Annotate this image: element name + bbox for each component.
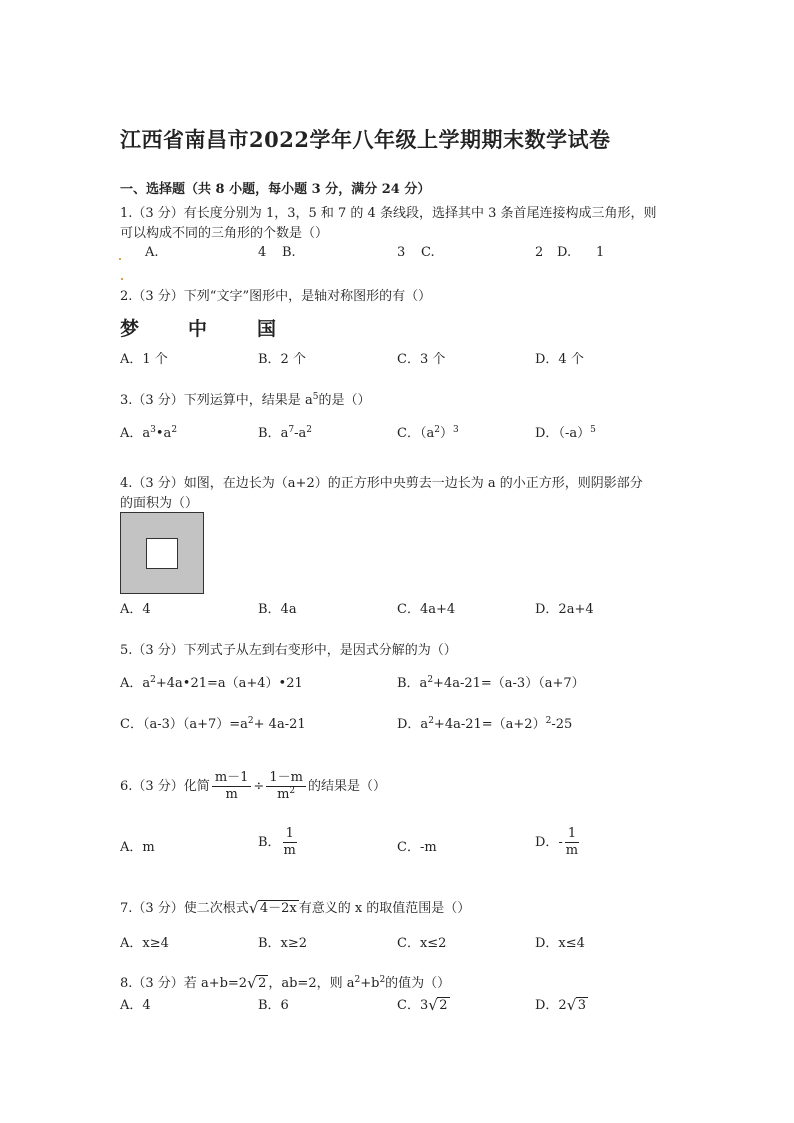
q3-text xyxy=(120,389,370,408)
q3-option-a-label: A． xyxy=(120,426,143,441)
q6-text xyxy=(120,770,386,803)
q5-option-a xyxy=(120,672,303,691)
q5-option-d-sup1: 2 xyxy=(428,716,434,726)
glyph-zhong: 中 xyxy=(188,318,208,340)
q3-option-c-sup2: 3 xyxy=(452,425,459,435)
q3-option-a-mid: •a xyxy=(155,426,172,441)
q8-option-d-radical xyxy=(567,997,588,1013)
q5-option-b-pre: B．a xyxy=(397,676,428,691)
q8-option-d xyxy=(535,994,588,1013)
q3-option-d xyxy=(535,422,596,441)
q6-fraction-1-numerator: m－1 xyxy=(212,770,252,787)
q5-option-a-post: +4a•21=a（a+4）•21 xyxy=(155,676,303,691)
q1-option-b-value: 3 xyxy=(397,245,406,260)
q8-option-d-radicand: 3 xyxy=(577,998,586,1013)
q3-option-b-sup1: 7 xyxy=(288,425,295,435)
q7-option-d: D．x≤4 xyxy=(535,936,585,951)
q8-option-c-label: C．3 xyxy=(397,998,429,1013)
q8-text xyxy=(120,972,450,991)
q8-text-pre: 8.（3 分）若 a+b=2 xyxy=(120,976,248,991)
q4-text-line2: 的面积为（） xyxy=(120,496,199,511)
radical-sign-icon: √ xyxy=(248,899,259,917)
q8-radicand: 2 xyxy=(258,976,267,991)
q6-option-b-numerator: 1 xyxy=(283,826,297,843)
q4-option-c: C．4a+4 xyxy=(397,602,456,617)
q3-option-a-base: a xyxy=(142,426,151,441)
q7-radical xyxy=(249,900,299,916)
q1-option-c-label: C. xyxy=(421,245,435,260)
q4-option-b: B．4a xyxy=(258,602,297,617)
q6-option-d xyxy=(535,826,581,859)
q1-option-d-value: 1 xyxy=(596,245,605,260)
q6-option-d-denominator: m xyxy=(565,843,579,858)
q7-text-pre: 7.（3 分）使二次根式 xyxy=(120,901,249,916)
q7-option-c: C．x≤2 xyxy=(397,936,447,951)
q3-text-pre: 3.（3 分）下列运算中，结果是 a xyxy=(120,393,313,408)
q1-option-a-value: 4 xyxy=(258,245,267,260)
q2-option-a: A．1 个 xyxy=(120,352,168,367)
q6-text-post: 的结果是（） xyxy=(307,779,386,794)
q3-option-d-label: D． xyxy=(535,426,559,441)
radical-sign-icon: √ xyxy=(247,974,257,992)
q5-option-a-pre: A．a xyxy=(120,676,151,691)
q6-fraction-1 xyxy=(212,770,252,803)
q7-option-a: A．x≥4 xyxy=(120,936,169,951)
q5-option-d-post: -25 xyxy=(551,717,573,732)
q3-option-c xyxy=(397,422,459,441)
q8-text-mid2: +b xyxy=(360,976,380,991)
q6-option-b xyxy=(258,826,299,859)
q4-option-a: A．4 xyxy=(120,602,151,617)
q5-option-c-sup: 2 xyxy=(247,716,254,726)
glyph-meng: 梦 xyxy=(120,318,140,340)
q1-text-line2: 可以构成不同的三角形的个数是（） xyxy=(120,226,329,241)
q8-option-a: A．4 xyxy=(120,998,151,1013)
q8-text-sup1: 2 xyxy=(354,975,361,985)
mark-dot xyxy=(121,278,123,280)
q6-fraction-1-denominator: m xyxy=(225,787,238,802)
q3-option-b-label: B． xyxy=(258,426,281,441)
radical-sign-icon: √ xyxy=(566,996,577,1014)
q3-option-a-sup2: 2 xyxy=(171,425,178,435)
q6-fraction-2-den-base: m xyxy=(277,787,290,802)
q4-text-line1: 4.（3 分）如图，在边长为（a+2）的正方形中央剪去一边长为 a 的小正方形，则阴影部分 xyxy=(120,476,643,491)
q5-text: 5.（3 分）下列式子从左到右变形中，是因式分解的为（） xyxy=(120,643,457,658)
q5-option-c-pre: C．（a-3）（a+7）=a xyxy=(120,717,248,732)
q8-text-sup2: 2 xyxy=(379,975,386,985)
q8-option-b: B．6 xyxy=(258,998,289,1013)
q3-text-sup: 5 xyxy=(312,392,319,402)
q3-option-d-base: （-a） xyxy=(558,426,591,441)
q1-option-c-value: 2 xyxy=(535,245,544,260)
page-title: 江西省南昌市2022学年八年级上学期期末数学试卷 xyxy=(120,127,611,152)
q6-option-b-denominator: m xyxy=(283,843,296,858)
section-heading: 一、选择题（共 8 小题，每小题 3 分，满分 24 分） xyxy=(120,182,431,197)
q8-radical xyxy=(247,975,268,991)
q6-fraction-2 xyxy=(266,770,306,803)
q6-fraction-2-denominator xyxy=(266,787,306,803)
q5-option-b-sup: 2 xyxy=(427,675,434,685)
q2-option-d: D．4 个 xyxy=(535,352,584,367)
q3-option-c-label: C． xyxy=(397,426,420,441)
q8-text-post: 的值为（） xyxy=(385,976,451,991)
q6-option-c: C．-m xyxy=(397,840,437,855)
q5-option-b xyxy=(397,672,585,691)
q6-text-pre: 6.（3 分）化简 xyxy=(120,779,210,794)
q8-option-d-label: D．2 xyxy=(535,998,567,1013)
q2-option-b: B．2 个 xyxy=(258,352,306,367)
q3-option-b-base: a xyxy=(280,426,289,441)
q2-option-c: C．3 个 xyxy=(397,352,446,367)
q2-text: 2.（3 分）下列“文字”图形中，是轴对称图形的有（） xyxy=(120,289,432,304)
q3-option-c-mid: ） xyxy=(439,426,453,441)
q6-option-d-fraction xyxy=(565,826,579,859)
q1-option-d-label: D. xyxy=(557,245,572,260)
q6-option-d-numerator: 1 xyxy=(565,826,579,843)
q7-radicand: 4－2x xyxy=(259,901,297,916)
shaded-square-figure xyxy=(120,512,204,594)
q5-option-c xyxy=(120,713,306,732)
q6-fraction-2-numerator: 1－m xyxy=(266,770,306,787)
q6-fraction-2-den-sup: 2 xyxy=(289,786,296,796)
q6-option-b-fraction xyxy=(283,826,297,859)
q4-option-d: D．2a+4 xyxy=(535,602,594,617)
q5-option-d-sup2: 2 xyxy=(545,716,552,726)
q5-option-d xyxy=(397,713,572,732)
q8-text-mid: ，ab=2，则 a xyxy=(268,976,355,991)
q1-option-b-label: B. xyxy=(282,245,296,260)
q5-option-d-pre: D．a xyxy=(397,717,429,732)
q7-option-b: B．x≥2 xyxy=(258,936,308,951)
q3-option-b xyxy=(258,422,312,441)
q5-option-c-post: + 4a-21 xyxy=(253,717,306,732)
q3-option-a xyxy=(120,422,177,441)
q8-option-c-radical xyxy=(428,997,449,1013)
q6-option-a: A．m xyxy=(120,840,155,855)
mark-dot xyxy=(119,258,121,260)
q6-option-d-label: D．- xyxy=(535,835,563,850)
q8-option-c xyxy=(397,994,450,1013)
q3-option-b-sup2: 2 xyxy=(306,425,312,435)
q3-option-d-sup1: 5 xyxy=(590,425,596,435)
glyph-guo: 国 xyxy=(257,318,277,340)
radical-sign-icon: √ xyxy=(428,996,438,1014)
q8-option-c-radicand: 2 xyxy=(439,998,448,1013)
q5-option-d-mid: +4a-21=（a+2） xyxy=(433,717,546,732)
q3-option-c-base: （a xyxy=(419,426,435,441)
q7-text xyxy=(120,897,470,916)
q1-text-line1: 1.（3 分）有长度分别为 1，3，5 和 7 的 4 条线段，选择其中 3 条首尾连接构成三角形，则 xyxy=(120,206,657,221)
q5-option-b-post: +4a-21=（a-3）（a+7） xyxy=(433,676,585,691)
q3-option-b-mid: -a xyxy=(294,426,307,441)
q3-text-post: 的是（） xyxy=(318,393,371,408)
cut-out-square xyxy=(146,538,178,569)
q6-option-b-label: B． xyxy=(258,835,281,850)
q6-divide-sign: ÷ xyxy=(253,779,265,794)
q5-option-a-sup: 2 xyxy=(150,675,156,685)
q1-option-a-label: A. xyxy=(145,245,159,260)
q3-option-a-sup1: 3 xyxy=(150,425,156,435)
q3-option-c-sup1: 2 xyxy=(434,425,440,435)
q7-text-post: 有意义的 x 的取值范围是（） xyxy=(298,901,471,916)
